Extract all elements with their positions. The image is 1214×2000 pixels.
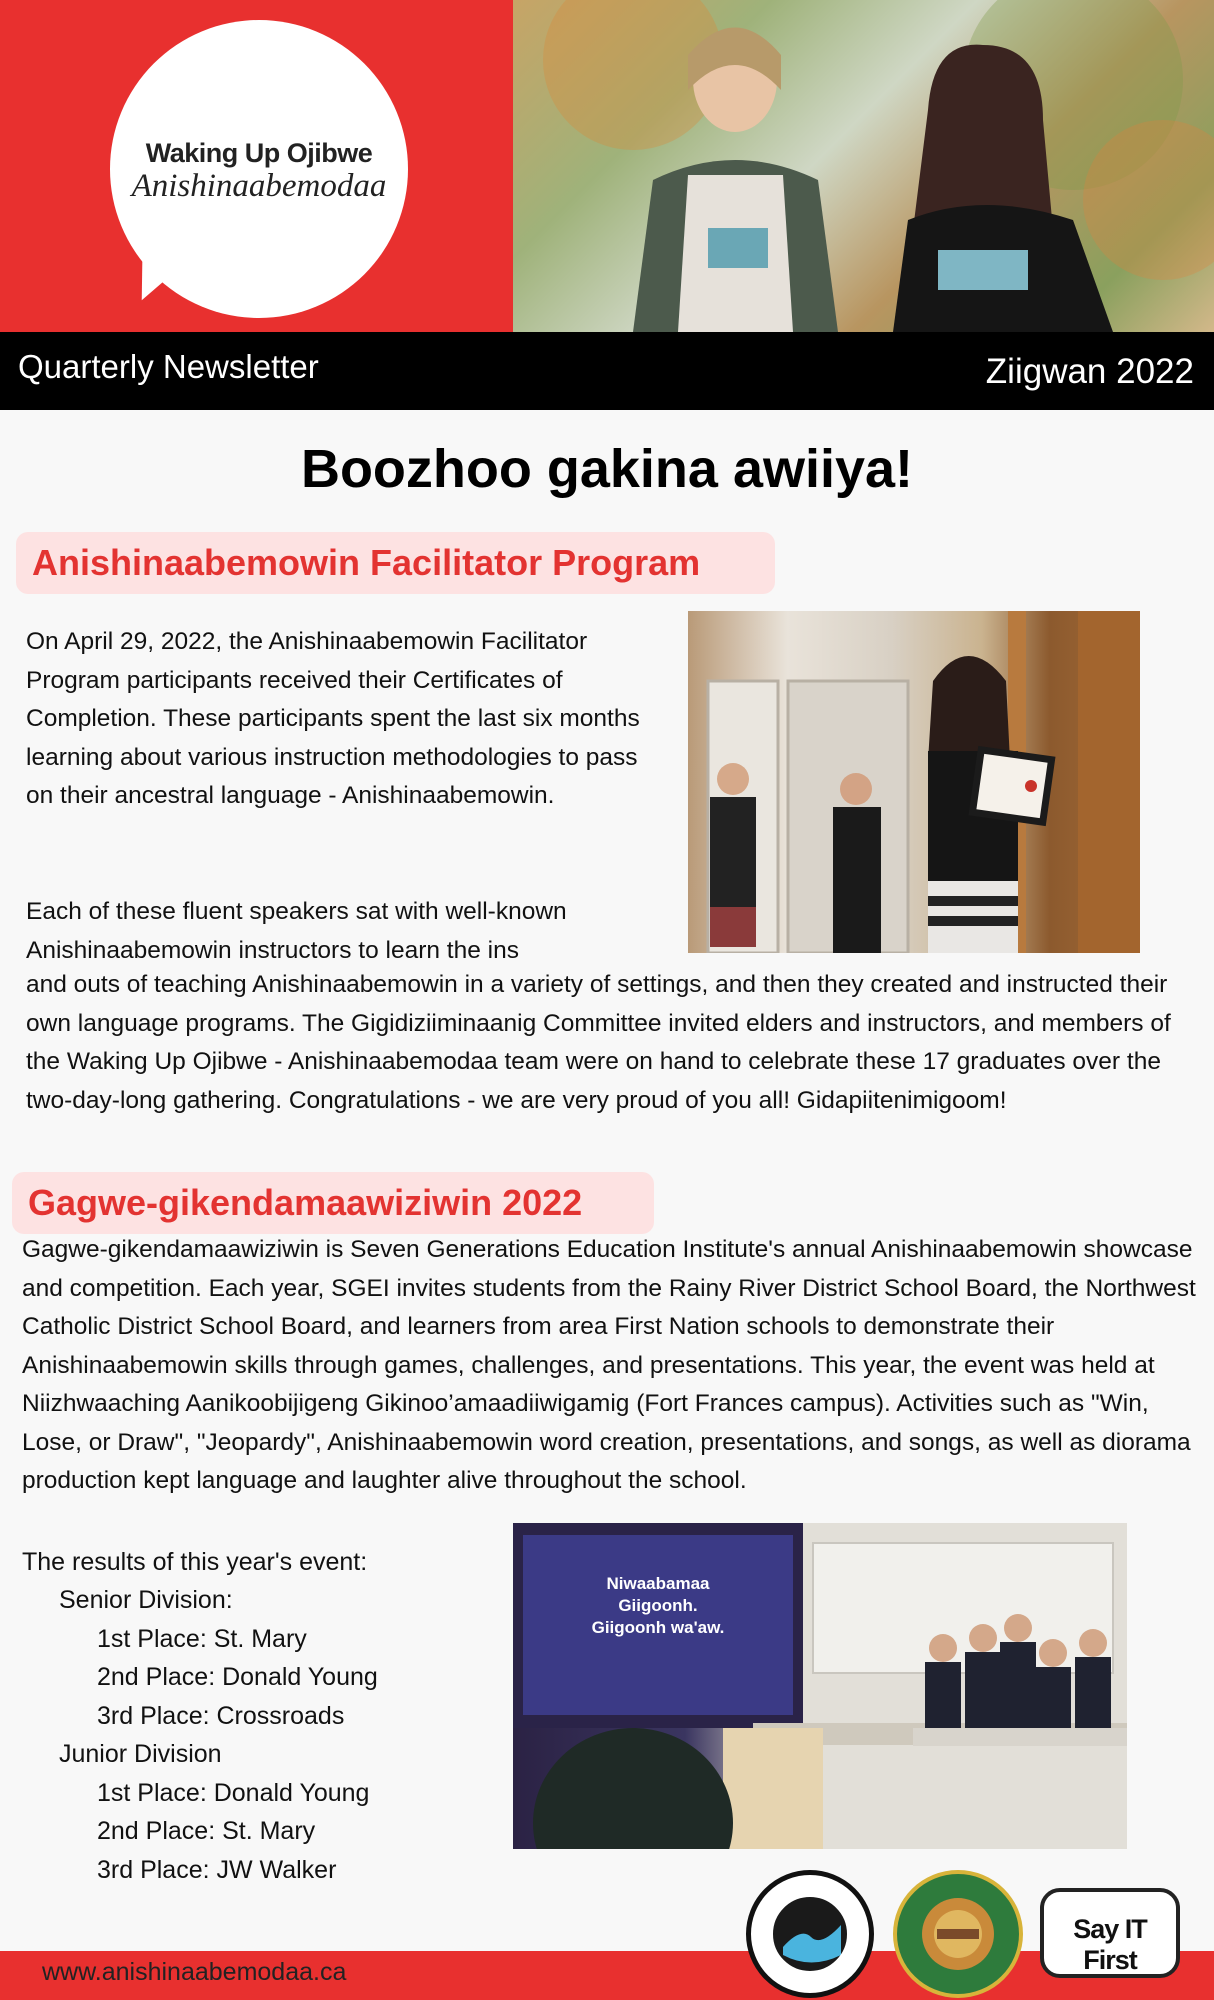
- classroom-event-photo: [513, 1523, 1127, 1849]
- logo-title: Waking Up Ojibwe: [145, 138, 373, 168]
- senior-result: 1st Place: St. Mary: [97, 1625, 307, 1653]
- logo-subtitle: Anishinaabemodaa: [131, 168, 387, 204]
- senior-result: 2nd Place: Donald Young: [97, 1663, 378, 1691]
- facilitator-paragraph-2-start: Each of these fluent speakers sat with well-known Anishinaabemowin instructors to learn the ins: [26, 898, 567, 964]
- facilitator-paragraph-2-continued: and outs of teaching Anishinaabemowin in a variety of settings, and then they created and instructed their own language programs. The Gigidiziiminaanig Committee invited elders and instructors, and members of the Waking Up Ojibwe - Anishinaabemodaa team were on hand to celebrate these 17 graduates over the two-day-long gathering. Congratulations - we are very proud of you all! Gidapiitenimigoom!: [26, 971, 1171, 1114]
- results-intro: The results of this year's event:: [22, 1548, 368, 1576]
- newsletter-label: Quarterly Newsletter: [18, 348, 319, 385]
- section-title-facilitator-program: Anishinaabemowin Facilitator Program: [16, 532, 775, 594]
- issue-season: Ziigwan 2022: [985, 352, 1194, 391]
- gagwe-paragraph: Gagwe-gikendamaawiziwin is Seven Generations Education Institute's annual Anishinaabemowin showcase and competition. Each year, SGEI invites students from the Rainy River District School Board, the Northwest Catholic District School Board, and learners from area First Nation schools to demonstrate their Anishinaabemowin skills through games, challenges, and presentations. This year, the event was held at Niizhwaaching Aanikoobijigeng Gikinoo’amaadiiwigamig (Fort Frances campus). Activities such as "Win, Lose, or Draw", "Jeopardy", Anishinaabemowin word creation, presentations, and songs, as well as diorama production kept language and laughter alive throughout the school.: [22, 1236, 1196, 1494]
- facilitator-paragraph-1: On April 29, 2022, the Anishinaabemowin Facilitator Program participants received their Certificates of Completion. These participants spent the last six months learning about various instruction methodologies to pass on their ancestral language - Anishinaabemowin.: [26, 628, 640, 809]
- junior-division-label: Junior Division: [59, 1740, 222, 1768]
- screen-text-line: Giigoonh wa'aw.: [591, 1618, 725, 1637]
- graduation-ceremony-photo: [688, 611, 1140, 953]
- say-it-first-logo-text: Say IT First: [1073, 1914, 1147, 1975]
- website-link[interactable]: www.anishinaabemodaa.ca: [42, 1958, 347, 1986]
- junior-result: 2nd Place: St. Mary: [97, 1817, 316, 1845]
- header-photo-two-women: [513, 0, 1214, 332]
- rainy-river-school-board-logo: [746, 1870, 874, 1998]
- senior-result: 3rd Place: Crossroads: [97, 1702, 345, 1730]
- screen-text-line: Giigoonh.: [618, 1596, 698, 1615]
- greeting-heading: Boozhoo gakina awiiya!: [300, 439, 914, 499]
- junior-result: 1st Place: Donald Young: [97, 1779, 370, 1807]
- screen-text-line: Niwaabamaa: [606, 1574, 710, 1593]
- junior-result: 3rd Place: JW Walker: [97, 1856, 337, 1884]
- senior-division-label: Senior Division:: [59, 1586, 233, 1614]
- seven-generations-education-institute-logo: [893, 1870, 1023, 1998]
- section-title-gagwe-gikendamaawiziwin: Gagwe-gikendamaawiziwin 2022: [12, 1172, 654, 1234]
